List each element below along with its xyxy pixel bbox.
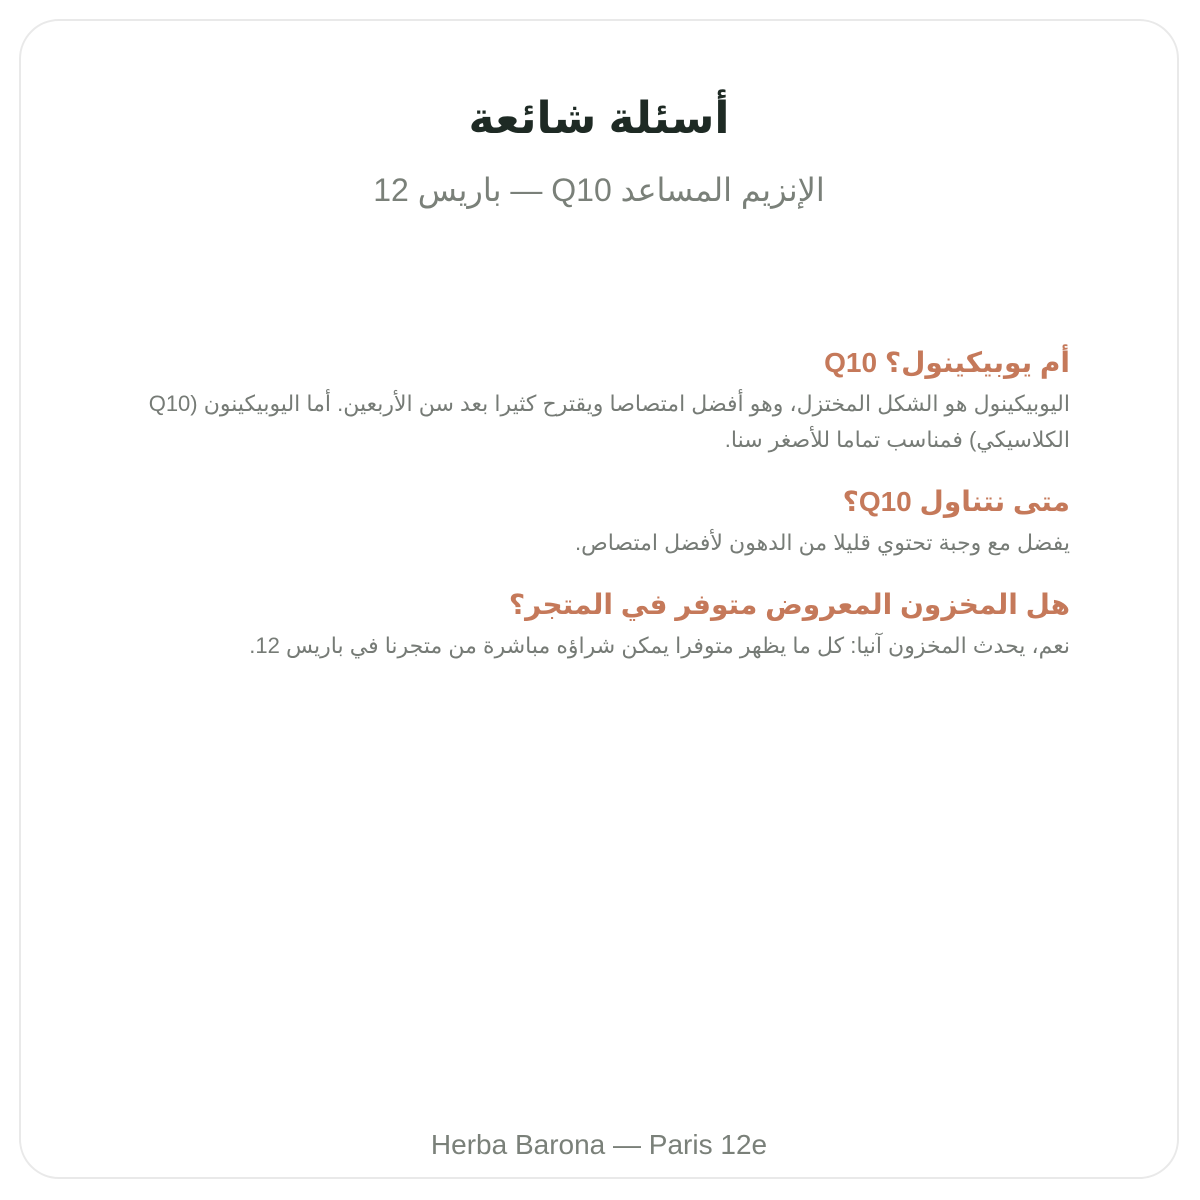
faq-item-ubiquinol (99, 345, 1070, 458)
faq-answer: يفضل مع وجبة تحتوي قليلا من الدهون لأفضل امتصاص. (575, 530, 1070, 555)
faq-item-stock (99, 587, 1070, 664)
faq-question: هل المخزون المعروض متوفر في المتجر؟ (508, 589, 1070, 620)
footer-store-name: Herba Barona — Paris 12e (430, 1129, 768, 1160)
page-title: أسئلة شائعة (468, 94, 730, 143)
faq-list (99, 345, 1070, 690)
page-subtitle: الإنزيم المساعد Q10 — باريس 12 (373, 172, 825, 208)
faq-answer: اليوبيكينول هو الشكل المختزل، وهو أفضل امتصاصا ويقترح كثيرا بعد سن الأربعين. أما اليوبيكينون (Q10 الكلاسيكي) فمناسب تماما للأصغر سنا. (148, 391, 1070, 452)
faq-answer: نعم، يحدث المخزون آنيا: كل ما يظهر متوفرا يمكن شراؤه مباشرة من متجرنا في باريس 12. (249, 633, 1070, 658)
faq-card (19, 19, 1179, 1179)
faq-item-when-to-take (99, 484, 1070, 561)
faq-question: أم يوبيكينول؟ Q10 (824, 347, 1070, 378)
faq-question: متى نتناول Q10؟ (842, 486, 1070, 517)
